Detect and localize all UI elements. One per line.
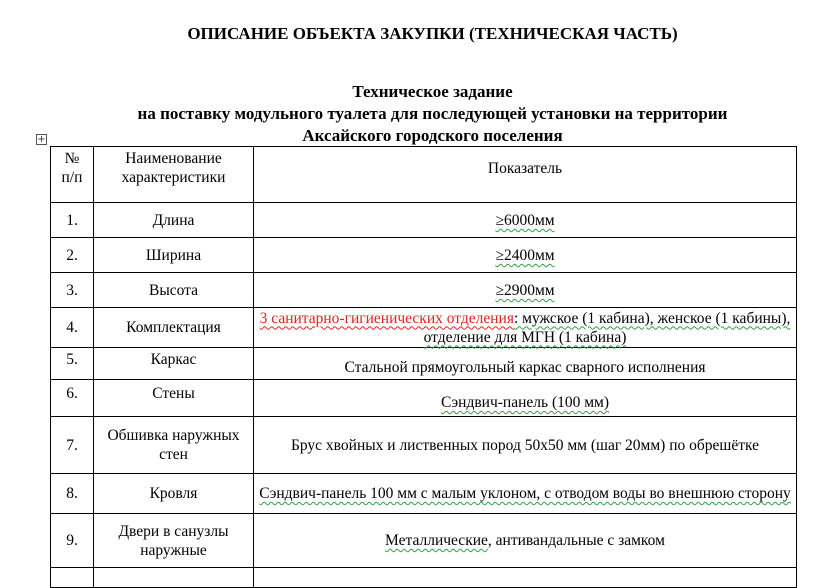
table-row bbox=[51, 308, 797, 348]
row-value-text: ≥2400мм bbox=[495, 247, 555, 264]
table-row bbox=[51, 514, 797, 568]
row-num: 8. bbox=[51, 474, 94, 514]
row-name: Кровля bbox=[94, 474, 254, 514]
header-num-line1: № bbox=[64, 150, 80, 167]
subtitle-line-1: Техническое задание bbox=[352, 82, 513, 101]
row-num: 2. bbox=[51, 238, 94, 273]
row-value-text: ≥6000мм bbox=[495, 212, 555, 229]
row-name bbox=[94, 568, 254, 588]
row-name: Каркас bbox=[94, 348, 254, 380]
document-title: ОПИСАНИЕ ОБЪЕКТА ЗАКУПКИ (ТЕХНИЧЕСКАЯ ЧАСТЬ) bbox=[187, 24, 678, 43]
table-row bbox=[51, 273, 797, 308]
table-row bbox=[51, 417, 797, 474]
row-name: Стены bbox=[94, 380, 254, 417]
table-header-row bbox=[51, 147, 797, 203]
row-value-highlight: Металлические bbox=[385, 532, 488, 549]
table-row-partial bbox=[51, 568, 797, 588]
row-value bbox=[254, 474, 797, 514]
row-num: 1. bbox=[51, 203, 94, 238]
subtitle-line-3: Аксайского городского поселения bbox=[302, 126, 563, 145]
row-num: 7. bbox=[51, 417, 94, 474]
row-value bbox=[254, 514, 797, 568]
row-value bbox=[254, 203, 797, 238]
row-value-highlight: 3 санитарно-гигиенических отделения bbox=[259, 309, 514, 327]
header-num bbox=[51, 147, 94, 203]
row-value bbox=[254, 273, 797, 308]
row-value bbox=[254, 380, 797, 417]
header-name: Наименование характеристики bbox=[94, 147, 254, 203]
row-value bbox=[254, 238, 797, 273]
subtitle-line-2: на поставку модульного туалета для последующей установки на территории bbox=[137, 104, 728, 123]
row-num: 9. bbox=[51, 514, 94, 568]
row-value-text: ≥2900мм bbox=[495, 282, 555, 299]
row-name: Комплектация bbox=[94, 308, 254, 348]
row-num: 5. bbox=[51, 348, 94, 380]
row-num: 3. bbox=[51, 273, 94, 308]
row-name: Ширина bbox=[94, 238, 254, 273]
table-row bbox=[51, 238, 797, 273]
header-num-line2: п/п bbox=[61, 169, 83, 186]
header-value: Показатель bbox=[254, 147, 797, 203]
row-name: Высота bbox=[94, 273, 254, 308]
row-value: Стальной прямоугольный каркас сварного исполнения bbox=[254, 348, 797, 380]
row-value-text: : мужское (1 кабина), женское (1 кабины), отделение для МГН (1 кабина) bbox=[423, 309, 791, 346]
row-name: Двери в санузлы наружные bbox=[94, 514, 254, 568]
specification-table bbox=[50, 146, 797, 588]
table-row bbox=[51, 348, 797, 380]
row-num: 4. bbox=[51, 308, 94, 348]
row-name: Обшивка наружных стен bbox=[94, 417, 254, 474]
table-row bbox=[51, 474, 797, 514]
row-value bbox=[254, 568, 797, 588]
table-move-handle-icon[interactable]: + bbox=[37, 134, 46, 145]
row-num: 6. bbox=[51, 380, 94, 417]
row-num bbox=[51, 568, 94, 588]
table-row bbox=[51, 380, 797, 417]
row-value bbox=[254, 308, 797, 348]
row-value-text: Сэндвич-панель 100 мм с малым уклоном, с отводом воды во внешнюю сторону bbox=[259, 485, 791, 502]
row-name: Длина bbox=[94, 203, 254, 238]
row-value-text: , антивандальные с замком bbox=[487, 532, 665, 549]
table-row bbox=[51, 203, 797, 238]
row-value-text: Сэндвич-панель (100 мм) bbox=[440, 394, 610, 411]
row-value: Брус хвойных и лиственных пород 50х50 мм (шаг 20мм) по обрешётке bbox=[254, 417, 797, 474]
